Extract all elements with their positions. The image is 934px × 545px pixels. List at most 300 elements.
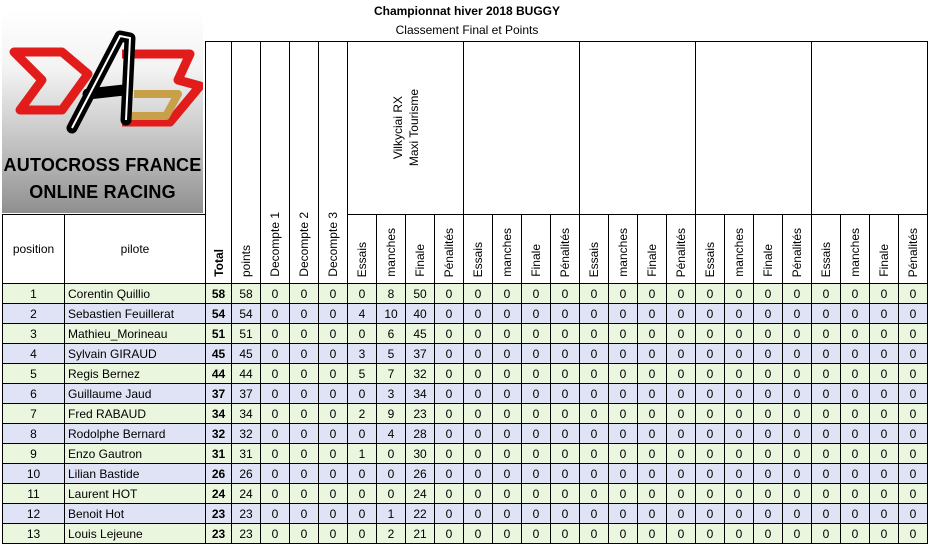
race-value-cell: 0 <box>725 444 754 464</box>
race-value-cell: 0 <box>725 384 754 404</box>
race-value-cell: 0 <box>870 444 899 464</box>
race-value-cell: 0 <box>551 384 580 404</box>
race-value-cell: 0 <box>899 524 928 544</box>
race-value-cell: 0 <box>464 364 493 384</box>
total-cell: 24 <box>206 484 232 504</box>
race-value-cell: 0 <box>725 344 754 364</box>
table-row <box>3 284 928 304</box>
table-row <box>3 384 928 404</box>
race-value-cell: 0 <box>638 284 667 304</box>
header-race-3-finale: Finale <box>638 215 667 284</box>
race-value-cell: 0 <box>522 444 551 464</box>
race-value-cell: 0 <box>580 344 609 364</box>
race-value-cell: 0 <box>667 324 696 344</box>
race-value-cell: 0 <box>754 524 783 544</box>
race-value-cell: 0 <box>870 484 899 504</box>
points-cell: 26 <box>232 464 261 484</box>
race-value-cell: 0 <box>551 504 580 524</box>
race-value-cell: 0 <box>725 304 754 324</box>
header-race-5-finale: Finale <box>870 215 899 284</box>
race-value-cell: 0 <box>348 464 377 484</box>
race-value-cell: 0 <box>493 344 522 364</box>
race-value-cell: 0 <box>464 524 493 544</box>
race-value-cell: 0 <box>696 424 725 444</box>
pilote-cell: Regis Bernez <box>65 364 206 384</box>
race-value-cell: 0 <box>696 404 725 424</box>
decompte-cell: 0 <box>261 424 290 444</box>
race-value-cell: 0 <box>725 424 754 444</box>
race-value-cell: 0 <box>870 424 899 444</box>
race-value-cell: 0 <box>638 424 667 444</box>
race-value-cell: 0 <box>435 504 464 524</box>
position-cell: 12 <box>3 504 65 524</box>
pilote-cell: Benoit Hot <box>65 504 206 524</box>
points-cell: 45 <box>232 344 261 364</box>
race-value-cell: 0 <box>899 364 928 384</box>
race-value-cell: 0 <box>435 444 464 464</box>
race-value-cell: 0 <box>899 444 928 464</box>
race-value-cell: 1 <box>377 504 406 524</box>
race-value-cell: 0 <box>696 324 725 344</box>
race-name-line2: Maxi Tourisme <box>406 89 421 167</box>
page-subtitle: Classement Final et Points <box>395 23 539 37</box>
race-value-cell: 0 <box>841 344 870 364</box>
decompte-cell: 0 <box>290 404 319 424</box>
total-cell: 58 <box>206 284 232 304</box>
race-value-cell: 0 <box>870 384 899 404</box>
race-value-cell: 4 <box>348 304 377 324</box>
header-race-1 <box>348 42 464 215</box>
race-value-cell: 0 <box>754 504 783 524</box>
points-cell: 54 <box>232 304 261 324</box>
race-value-cell: 0 <box>522 364 551 384</box>
race-value-cell: 0 <box>609 344 638 364</box>
total-cell: 45 <box>206 344 232 364</box>
race-value-cell: 0 <box>493 404 522 424</box>
race-value-cell: 0 <box>841 504 870 524</box>
race-value-cell: 0 <box>522 324 551 344</box>
pilote-cell: Mathieu_Morineau <box>65 324 206 344</box>
race-value-cell: 0 <box>638 304 667 324</box>
race-value-cell: 0 <box>841 324 870 344</box>
race-value-cell: 45 <box>406 324 435 344</box>
position-cell: 9 <box>3 444 65 464</box>
race-value-cell: 21 <box>406 524 435 544</box>
race-value-cell: 0 <box>841 444 870 464</box>
decompte-cell: 0 <box>290 344 319 364</box>
race-value-cell: 0 <box>493 304 522 324</box>
header-race-1-penalites: Pénalités <box>435 215 464 284</box>
race-value-cell: 0 <box>464 384 493 404</box>
header-race-5-penalites: Pénalités <box>899 215 928 284</box>
race-value-cell: 0 <box>812 284 841 304</box>
race-value-cell: 0 <box>899 344 928 364</box>
race-value-cell: 0 <box>754 364 783 384</box>
points-cell: 34 <box>232 404 261 424</box>
decompte-cell: 0 <box>290 304 319 324</box>
header-race-2-finale: Finale <box>522 215 551 284</box>
points-cell: 44 <box>232 364 261 384</box>
header-decompte-1: Decompte 1 <box>261 42 290 284</box>
race-value-cell: 0 <box>493 384 522 404</box>
race-value-cell: 0 <box>609 364 638 384</box>
race-value-cell: 0 <box>725 464 754 484</box>
table-row <box>3 504 928 524</box>
race-value-cell: 0 <box>580 364 609 384</box>
race-value-cell: 0 <box>580 444 609 464</box>
points-cell: 23 <box>232 524 261 544</box>
total-cell: 54 <box>206 304 232 324</box>
race-value-cell: 0 <box>348 504 377 524</box>
race-value-cell: 4 <box>377 424 406 444</box>
race-value-cell: 0 <box>551 324 580 344</box>
table-row <box>3 324 928 344</box>
pilote-cell: Sebastien Feuillerat <box>65 304 206 324</box>
race-value-cell: 0 <box>783 304 812 324</box>
race-value-cell: 0 <box>841 364 870 384</box>
page-title: Championnat hiver 2018 BUGGY <box>373 4 561 18</box>
race-name-line1: Vilkyciai RX <box>390 96 405 160</box>
race-value-cell: 0 <box>899 404 928 424</box>
position-cell: 6 <box>3 384 65 404</box>
total-cell: 37 <box>206 384 232 404</box>
position-cell: 13 <box>3 524 65 544</box>
race-value-cell: 0 <box>667 444 696 464</box>
points-cell: 37 <box>232 384 261 404</box>
table-row <box>3 464 928 484</box>
race-value-cell: 0 <box>725 284 754 304</box>
race-value-cell: 0 <box>580 384 609 404</box>
race-value-cell: 0 <box>493 464 522 484</box>
race-value-cell: 0 <box>609 324 638 344</box>
decompte-cell: 0 <box>319 324 348 344</box>
race-value-cell: 0 <box>493 284 522 304</box>
decompte-cell: 0 <box>319 504 348 524</box>
header-position: position <box>3 215 65 284</box>
race-value-cell: 0 <box>493 484 522 504</box>
points-cell: 24 <box>232 484 261 504</box>
race-value-cell: 24 <box>406 484 435 504</box>
race-value-cell: 7 <box>377 364 406 384</box>
race-value-cell: 0 <box>667 504 696 524</box>
race-value-cell: 0 <box>464 304 493 324</box>
decompte-cell: 0 <box>290 464 319 484</box>
position-cell: 8 <box>3 424 65 444</box>
race-value-cell: 0 <box>522 484 551 504</box>
race-value-cell: 2 <box>377 524 406 544</box>
race-value-cell: 0 <box>667 384 696 404</box>
race-value-cell: 0 <box>522 524 551 544</box>
race-value-cell: 0 <box>783 484 812 504</box>
decompte-cell: 0 <box>319 444 348 464</box>
header-race-1-essais: Essais <box>348 215 377 284</box>
race-value-cell: 0 <box>609 464 638 484</box>
race-value-cell: 5 <box>377 344 406 364</box>
race-value-cell: 0 <box>609 384 638 404</box>
header-race-2-penalites: Pénalités <box>551 215 580 284</box>
race-value-cell: 0 <box>638 464 667 484</box>
position-cell: 2 <box>3 304 65 324</box>
race-value-cell: 0 <box>522 384 551 404</box>
header-race-4-essais: Essais <box>696 215 725 284</box>
race-value-cell: 0 <box>783 344 812 364</box>
header-race-3 <box>580 42 696 215</box>
race-value-cell: 0 <box>841 304 870 324</box>
race-value-cell: 30 <box>406 444 435 464</box>
race-value-cell: 0 <box>638 524 667 544</box>
decompte-cell: 0 <box>261 384 290 404</box>
race-value-cell: 0 <box>609 444 638 464</box>
race-value-cell: 0 <box>870 404 899 424</box>
race-value-cell: 0 <box>812 484 841 504</box>
race-value-cell: 0 <box>783 464 812 484</box>
race-value-cell: 0 <box>638 324 667 344</box>
race-value-cell: 0 <box>696 464 725 484</box>
race-value-cell: 0 <box>464 424 493 444</box>
race-value-cell: 0 <box>609 504 638 524</box>
race-value-cell: 0 <box>899 424 928 444</box>
race-value-cell: 0 <box>609 524 638 544</box>
race-value-cell: 0 <box>783 444 812 464</box>
race-value-cell: 0 <box>725 504 754 524</box>
pilote-cell: Enzo Gautron <box>65 444 206 464</box>
race-value-cell: 0 <box>580 404 609 424</box>
total-cell: 31 <box>206 444 232 464</box>
header-race-3-penalites: Pénalités <box>667 215 696 284</box>
decompte-cell: 0 <box>261 524 290 544</box>
race-value-cell: 0 <box>464 404 493 424</box>
header-race-4-manches: manches <box>725 215 754 284</box>
decompte-cell: 0 <box>290 524 319 544</box>
points-cell: 32 <box>232 424 261 444</box>
pilote-cell: Rodolphe Bernard <box>65 424 206 444</box>
race-value-cell: 0 <box>551 444 580 464</box>
decompte-cell: 0 <box>319 404 348 424</box>
race-value-cell: 0 <box>377 464 406 484</box>
race-value-cell: 0 <box>580 284 609 304</box>
race-value-cell: 23 <box>406 404 435 424</box>
race-value-cell: 0 <box>609 484 638 504</box>
race-value-cell: 0 <box>522 464 551 484</box>
race-value-cell: 0 <box>464 344 493 364</box>
race-value-cell: 0 <box>580 424 609 444</box>
race-value-cell: 0 <box>870 524 899 544</box>
pilote-cell: Corentin Quillio <box>65 284 206 304</box>
race-value-cell: 0 <box>493 524 522 544</box>
race-value-cell: 0 <box>348 524 377 544</box>
race-value-cell: 0 <box>754 344 783 364</box>
race-value-cell: 0 <box>551 364 580 384</box>
race-value-cell: 0 <box>435 484 464 504</box>
decompte-cell: 0 <box>319 344 348 364</box>
race-value-cell: 2 <box>348 404 377 424</box>
race-value-cell: 1 <box>348 444 377 464</box>
decompte-cell: 0 <box>290 424 319 444</box>
race-value-cell: 0 <box>812 504 841 524</box>
race-value-cell: 0 <box>435 324 464 344</box>
race-value-cell: 0 <box>870 464 899 484</box>
race-value-cell: 0 <box>812 424 841 444</box>
pilote-cell: Fred RABAUD <box>65 404 206 424</box>
header-race-3-manches: manches <box>609 215 638 284</box>
header-decompte-3: Decompte 3 <box>319 42 348 284</box>
race-value-cell: 0 <box>754 444 783 464</box>
total-cell: 32 <box>206 424 232 444</box>
race-value-cell: 0 <box>522 404 551 424</box>
race-value-cell: 32 <box>406 364 435 384</box>
total-cell: 34 <box>206 404 232 424</box>
header-decompte-2: Decompte 2 <box>290 42 319 284</box>
race-value-cell: 0 <box>667 304 696 324</box>
race-value-cell: 0 <box>638 344 667 364</box>
race-value-cell: 0 <box>899 284 928 304</box>
race-value-cell: 0 <box>783 524 812 544</box>
race-value-cell: 6 <box>377 324 406 344</box>
race-value-cell: 0 <box>493 444 522 464</box>
decompte-cell: 0 <box>319 284 348 304</box>
race-value-cell: 0 <box>725 524 754 544</box>
race-value-cell: 0 <box>493 424 522 444</box>
race-value-cell: 0 <box>870 304 899 324</box>
race-value-cell: 0 <box>696 524 725 544</box>
race-value-cell: 0 <box>696 344 725 364</box>
decompte-cell: 0 <box>290 364 319 384</box>
race-value-cell: 0 <box>725 484 754 504</box>
race-value-cell: 0 <box>812 344 841 364</box>
autocross-a-logo-icon <box>2 10 203 150</box>
total-cell: 23 <box>206 524 232 544</box>
race-value-cell: 0 <box>754 304 783 324</box>
race-value-cell: 0 <box>812 444 841 464</box>
table-row <box>3 484 928 504</box>
race-value-cell: 0 <box>899 304 928 324</box>
header-race-1-manches: manches <box>377 215 406 284</box>
points-cell: 31 <box>232 444 261 464</box>
table-row <box>3 424 928 444</box>
race-value-cell: 50 <box>406 284 435 304</box>
race-value-cell: 0 <box>435 464 464 484</box>
race-value-cell: 0 <box>551 344 580 364</box>
race-value-cell: 0 <box>638 384 667 404</box>
decompte-cell: 0 <box>261 344 290 364</box>
pilote-cell: Sylvain GIRAUD <box>65 344 206 364</box>
decompte-cell: 0 <box>319 364 348 384</box>
race-value-cell: 0 <box>841 404 870 424</box>
position-cell: 10 <box>3 464 65 484</box>
race-value-cell: 0 <box>841 464 870 484</box>
race-value-cell: 0 <box>899 384 928 404</box>
race-value-cell: 37 <box>406 344 435 364</box>
decompte-cell: 0 <box>261 364 290 384</box>
decompte-cell: 0 <box>261 324 290 344</box>
race-value-cell: 0 <box>377 444 406 464</box>
decompte-cell: 0 <box>319 304 348 324</box>
race-value-cell: 0 <box>435 364 464 384</box>
race-value-cell: 0 <box>783 424 812 444</box>
total-cell: 44 <box>206 364 232 384</box>
race-value-cell: 0 <box>841 384 870 404</box>
points-cell: 58 <box>232 284 261 304</box>
race-value-cell: 0 <box>435 524 464 544</box>
race-value-cell: 28 <box>406 424 435 444</box>
race-value-cell: 8 <box>377 284 406 304</box>
position-cell: 1 <box>3 284 65 304</box>
race-value-cell: 0 <box>522 304 551 324</box>
race-value-cell: 0 <box>870 284 899 304</box>
header-race-2-essais: Essais <box>464 215 493 284</box>
race-value-cell: 0 <box>667 344 696 364</box>
race-value-cell: 0 <box>812 404 841 424</box>
race-value-cell: 0 <box>667 424 696 444</box>
race-value-cell: 0 <box>696 504 725 524</box>
race-value-cell: 22 <box>406 504 435 524</box>
race-value-cell: 0 <box>667 284 696 304</box>
decompte-cell: 0 <box>319 524 348 544</box>
race-value-cell: 3 <box>348 344 377 364</box>
race-value-cell: 5 <box>348 364 377 384</box>
pilote-cell: Louis Lejeune <box>65 524 206 544</box>
race-value-cell: 10 <box>377 304 406 324</box>
decompte-cell: 0 <box>261 284 290 304</box>
race-value-cell: 0 <box>667 484 696 504</box>
race-value-cell: 0 <box>696 364 725 384</box>
header-total: Total <box>206 42 232 284</box>
decompte-cell: 0 <box>261 504 290 524</box>
race-value-cell: 0 <box>696 284 725 304</box>
race-value-cell: 0 <box>522 284 551 304</box>
race-value-cell: 0 <box>348 384 377 404</box>
position-cell: 7 <box>3 404 65 424</box>
decompte-cell: 0 <box>290 324 319 344</box>
table-row <box>3 444 928 464</box>
header-race-5-manches: manches <box>841 215 870 284</box>
race-value-cell: 0 <box>783 504 812 524</box>
race-value-cell: 0 <box>551 284 580 304</box>
header-points: points <box>232 42 261 284</box>
race-value-cell: 0 <box>870 364 899 384</box>
header-race-4-penalites: Pénalités <box>783 215 812 284</box>
race-value-cell: 0 <box>522 344 551 364</box>
position-cell: 4 <box>3 344 65 364</box>
points-cell: 23 <box>232 504 261 524</box>
decompte-cell: 0 <box>290 504 319 524</box>
race-value-cell: 0 <box>696 444 725 464</box>
race-value-cell: 0 <box>551 404 580 424</box>
race-value-cell: 0 <box>551 484 580 504</box>
race-value-cell: 0 <box>464 444 493 464</box>
header-race-5 <box>812 42 928 215</box>
race-value-cell: 0 <box>493 364 522 384</box>
race-value-cell: 0 <box>493 504 522 524</box>
race-value-cell: 0 <box>899 484 928 504</box>
race-value-cell: 0 <box>348 484 377 504</box>
race-value-cell: 0 <box>435 284 464 304</box>
decompte-cell: 0 <box>290 284 319 304</box>
header-race-3-essais: Essais <box>580 215 609 284</box>
race-value-cell: 0 <box>435 424 464 444</box>
race-value-cell: 0 <box>551 524 580 544</box>
race-value-cell: 0 <box>609 284 638 304</box>
race-value-cell: 0 <box>667 364 696 384</box>
table-row <box>3 304 928 324</box>
race-value-cell: 0 <box>812 304 841 324</box>
decompte-cell: 0 <box>261 484 290 504</box>
race-value-cell: 0 <box>638 364 667 384</box>
race-value-cell: 0 <box>783 364 812 384</box>
race-value-cell: 0 <box>667 404 696 424</box>
points-cell: 51 <box>232 324 261 344</box>
race-value-cell: 0 <box>754 284 783 304</box>
